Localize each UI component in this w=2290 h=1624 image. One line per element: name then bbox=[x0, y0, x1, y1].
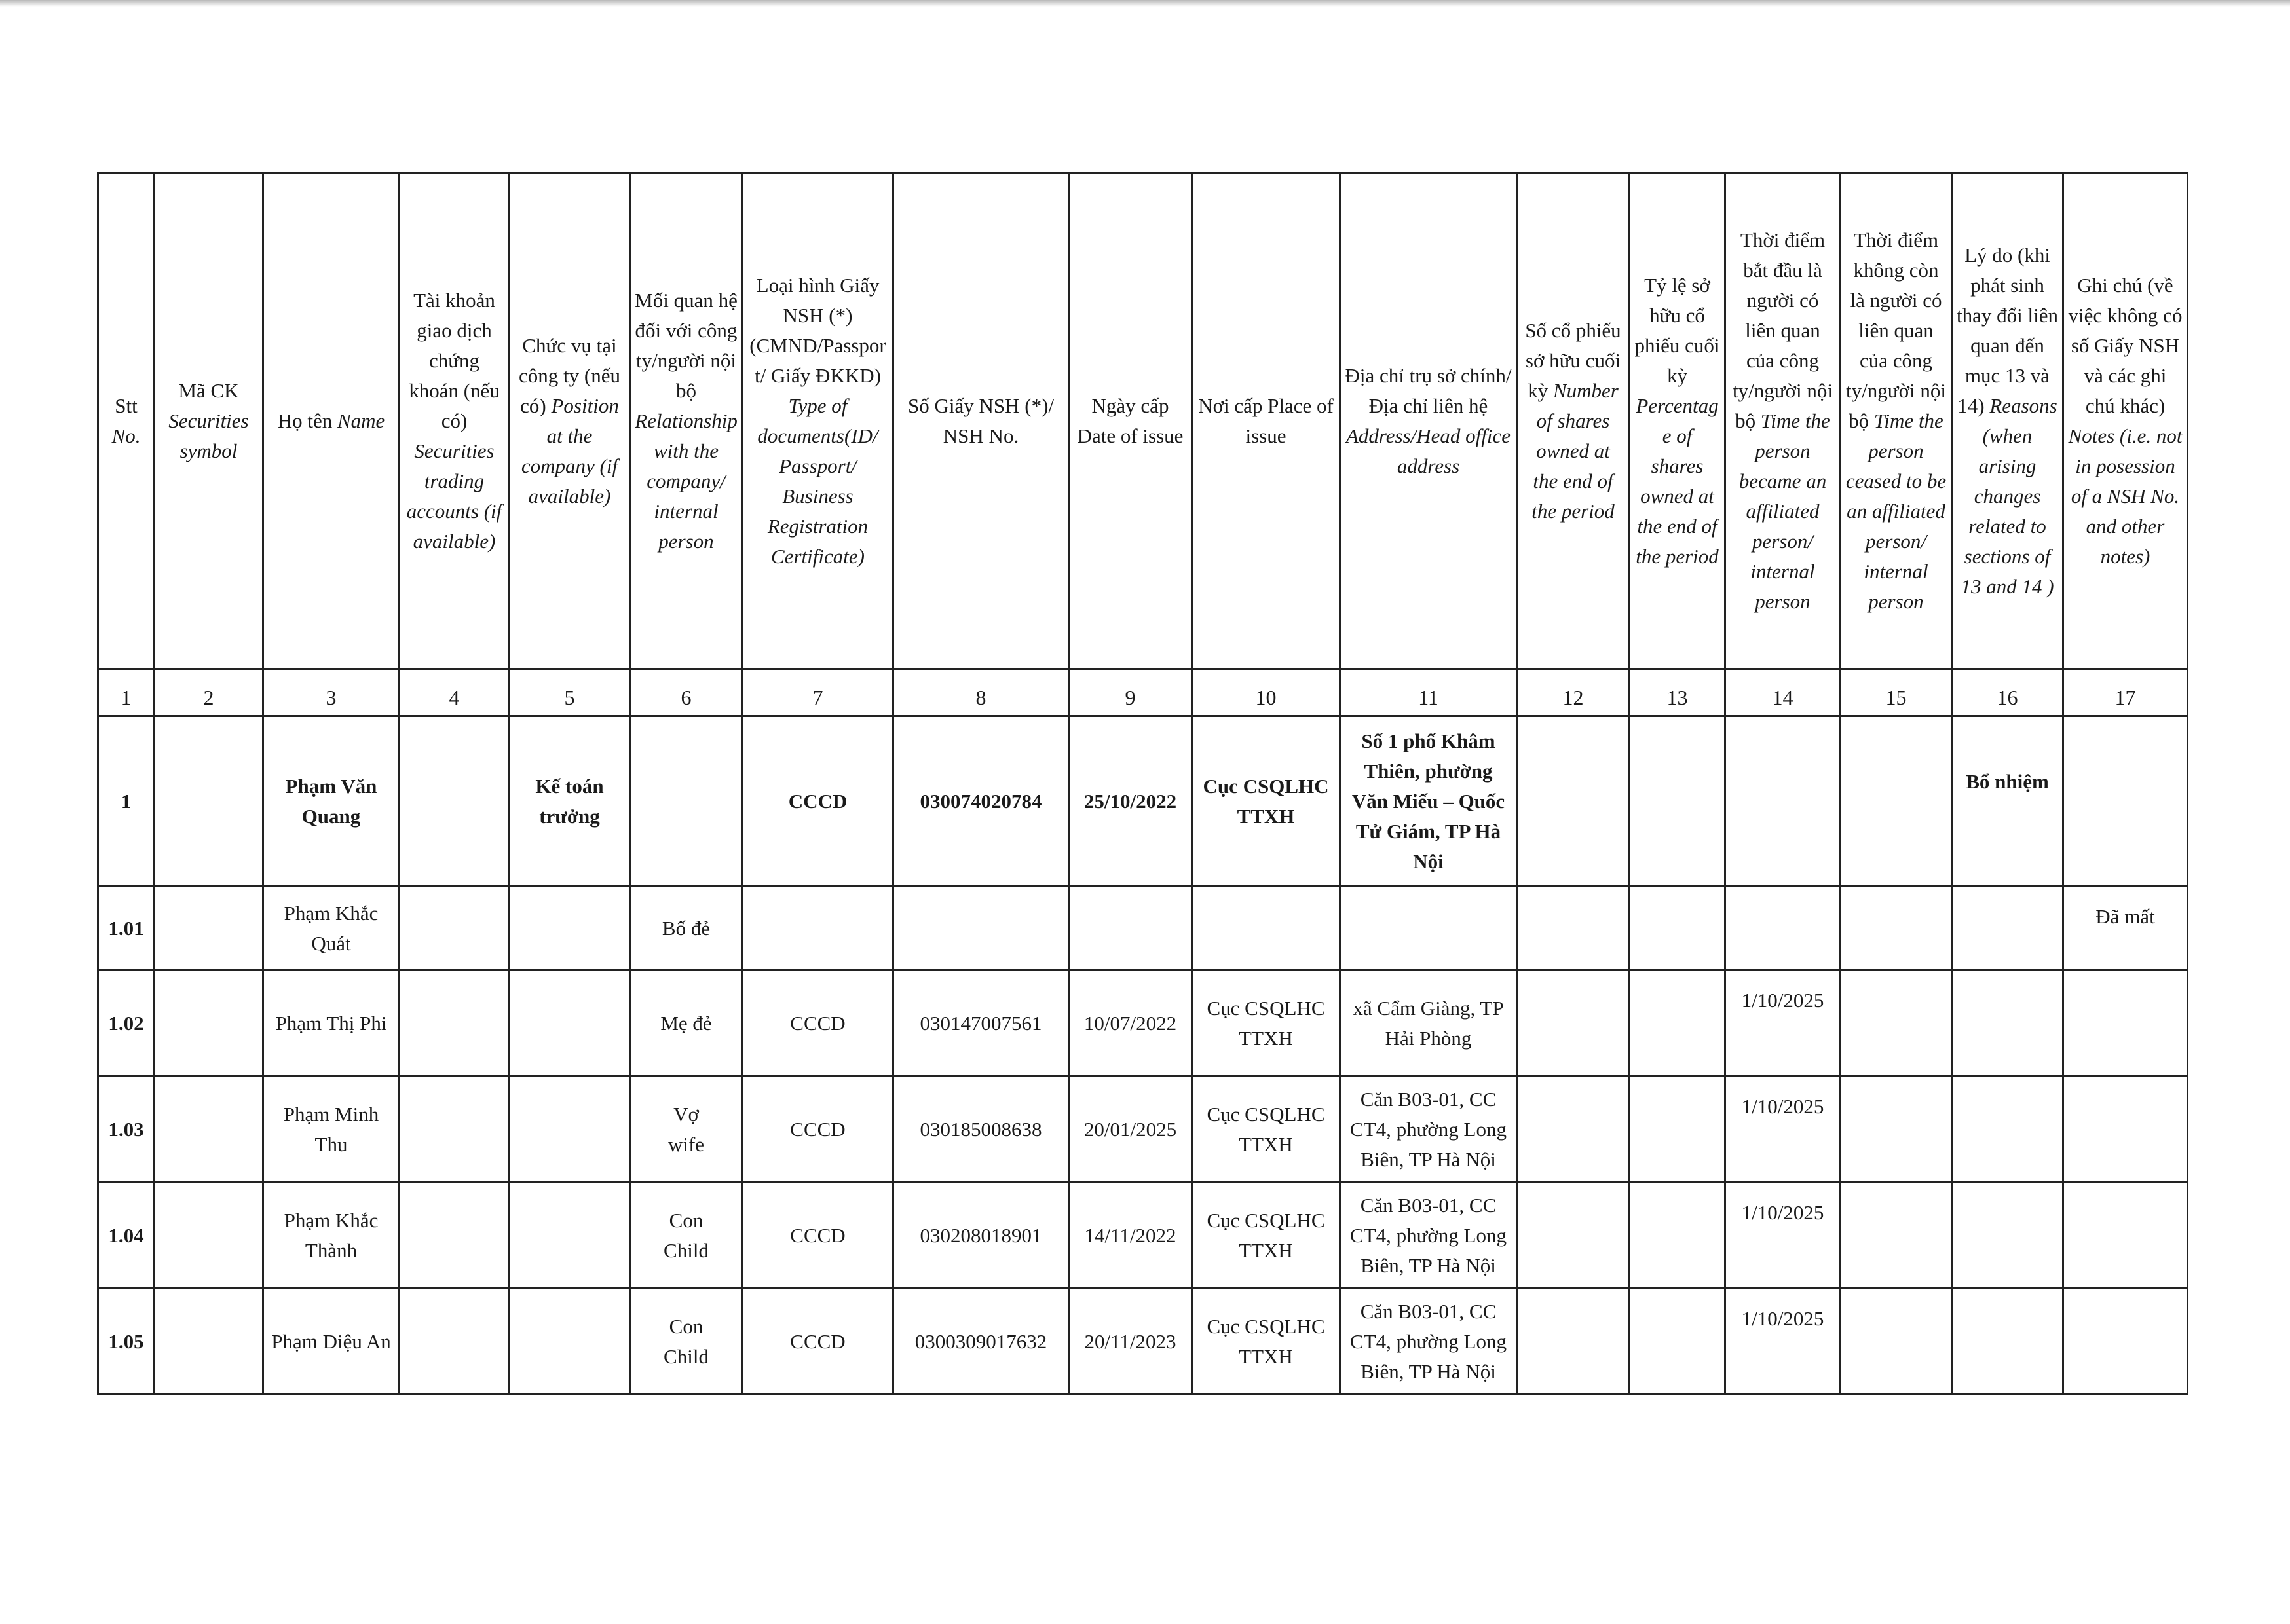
cell-shares bbox=[1517, 970, 1630, 1077]
cell-start bbox=[1725, 887, 1841, 970]
header-en: Reasons (when arising changes related to sections of 13 and 14 ) bbox=[1961, 394, 2057, 598]
cell-doc-type: CCCD bbox=[743, 1077, 893, 1183]
cell-account bbox=[400, 1289, 510, 1395]
cell-pct bbox=[1630, 1289, 1725, 1395]
column-number: 4 bbox=[400, 669, 510, 716]
document-page bbox=[97, 172, 2187, 1443]
column-header-13 bbox=[1630, 173, 1725, 669]
cell-reason bbox=[1952, 887, 2063, 970]
column-header-2 bbox=[155, 173, 263, 669]
column-number: 17 bbox=[2063, 669, 2188, 716]
relation-vi: Con bbox=[669, 1208, 704, 1232]
cell-note bbox=[2063, 716, 2188, 887]
cell-end bbox=[1841, 1077, 1952, 1183]
header-vi: Chức vụ tại công ty (nếu có) bbox=[519, 333, 620, 417]
header-vi: Địa chỉ trụ sở chính/Địa chỉ liên hệ bbox=[1345, 363, 1512, 417]
cell-doc-no: 030074020784 bbox=[893, 716, 1069, 887]
cell-doc-type: CCCD bbox=[743, 1289, 893, 1395]
cell-doc-no: 030208018901 bbox=[893, 1183, 1069, 1289]
cell-start: 1/10/2025 bbox=[1725, 1077, 1841, 1183]
cell-pct bbox=[1630, 1183, 1725, 1289]
cell-name: Phạm Văn Quang bbox=[263, 716, 400, 887]
column-number: 10 bbox=[1192, 669, 1340, 716]
header-en: Percentage of shares owned at the end of the period bbox=[1636, 394, 1719, 568]
table-row bbox=[98, 716, 2188, 887]
header-row bbox=[98, 173, 2188, 669]
cell-start: 1/10/2025 bbox=[1725, 1289, 1841, 1395]
header-en: Securities trading accounts (if available) bbox=[406, 439, 502, 553]
cell-account bbox=[400, 970, 510, 1077]
cell-pct bbox=[1630, 887, 1725, 970]
column-number: 1 bbox=[98, 669, 155, 716]
column-header-4 bbox=[400, 173, 510, 669]
cell-position: Kế toán trưởng bbox=[510, 716, 630, 887]
cell-end bbox=[1841, 887, 1952, 970]
cell-symbol bbox=[155, 1077, 263, 1183]
cell-name: Phạm Diệu An bbox=[263, 1289, 400, 1395]
cell-account bbox=[400, 716, 510, 887]
cell-note bbox=[2063, 1289, 2188, 1395]
cell-issue-date: 20/11/2023 bbox=[1069, 1289, 1192, 1395]
column-header-3 bbox=[263, 173, 400, 669]
column-number: 7 bbox=[743, 669, 893, 716]
column-header-8 bbox=[893, 173, 1069, 669]
column-header-12 bbox=[1517, 173, 1630, 669]
cell-start bbox=[1725, 716, 1841, 887]
cell-issue-place: Cục CSQLHC TTXH bbox=[1192, 1077, 1340, 1183]
header-vi: Số Giấy NSH (*)/ NSH No. bbox=[907, 394, 1055, 447]
cell-name: Phạm Thị Phi bbox=[263, 970, 400, 1077]
cell-symbol bbox=[155, 1289, 263, 1395]
cell-account bbox=[400, 887, 510, 970]
cell-note bbox=[2063, 1077, 2188, 1183]
table-row bbox=[98, 970, 2188, 1077]
header-vi: Số cổ phiếu sở hữu cuối kỳ bbox=[1525, 318, 1621, 402]
cell-doc-no: 030147007561 bbox=[893, 970, 1069, 1077]
header-en: Type of documents(ID/ Passport/ Business Registration Certificate) bbox=[757, 394, 878, 568]
cell-symbol bbox=[155, 887, 263, 970]
cell-symbol bbox=[155, 716, 263, 887]
column-number: 2 bbox=[155, 669, 263, 716]
header-en: Time the person ceased to be an affiliated person/ internal person bbox=[1845, 409, 1947, 613]
cell-note bbox=[2063, 1183, 2188, 1289]
column-header-5 bbox=[510, 173, 630, 669]
cell-pct bbox=[1630, 1077, 1725, 1183]
cell-issue-date bbox=[1069, 887, 1192, 970]
column-header-15 bbox=[1841, 173, 1952, 669]
column-header-6 bbox=[630, 173, 743, 669]
cell-issue-place bbox=[1192, 887, 1340, 970]
cell-reason bbox=[1952, 970, 2063, 1077]
column-header-17 bbox=[2063, 173, 2188, 669]
cell-reason bbox=[1952, 1077, 2063, 1183]
affiliated-persons-table bbox=[97, 172, 2188, 1395]
cell-address: Số 1 phố Khâm Thiên, phường Văn Miếu – Quốc Tử Giám, TP Hà Nội bbox=[1340, 716, 1517, 887]
cell-stt: 1.03 bbox=[98, 1077, 155, 1183]
header-vi: Tỷ lệ sở hữu cổ phiếu cuối kỳ bbox=[1634, 273, 1720, 387]
column-header-9 bbox=[1069, 173, 1192, 669]
cell-name: Phạm Minh Thu bbox=[263, 1077, 400, 1183]
column-header-1 bbox=[98, 173, 155, 669]
cell-stt: 1.02 bbox=[98, 970, 155, 1077]
relation-vi: Vợ bbox=[673, 1102, 699, 1126]
header-vi: Ghi chú (về việc không có số Giấy NSH và các ghi chú khác) bbox=[2068, 273, 2183, 417]
column-number: 13 bbox=[1630, 669, 1725, 716]
cell-pct bbox=[1630, 716, 1725, 887]
cell-end bbox=[1841, 1289, 1952, 1395]
cell-shares bbox=[1517, 1289, 1630, 1395]
cell-shares bbox=[1517, 887, 1630, 970]
relation-en: wife bbox=[667, 1132, 705, 1156]
cell-issue-date: 25/10/2022 bbox=[1069, 716, 1192, 887]
cell-start: 1/10/2025 bbox=[1725, 970, 1841, 1077]
header-en: Securities symbol bbox=[168, 409, 249, 462]
column-number: 9 bbox=[1069, 669, 1192, 716]
cell-stt: 1.01 bbox=[98, 887, 155, 970]
cell-position bbox=[510, 1077, 630, 1183]
relation-vi: Con bbox=[669, 1314, 704, 1338]
cell-issue-date: 20/01/2025 bbox=[1069, 1077, 1192, 1183]
header-en: Time the person became an affiliated person/ internal person bbox=[1738, 409, 1830, 613]
cell-doc-no bbox=[893, 887, 1069, 970]
cell-relation bbox=[630, 970, 743, 1077]
column-number: 11 bbox=[1340, 669, 1517, 716]
cell-name: Phạm Khắc Thành bbox=[263, 1183, 400, 1289]
header-en: Notes (i.e. not in posession of a NSH No. and other notes) bbox=[2068, 424, 2183, 568]
column-number: 8 bbox=[893, 669, 1069, 716]
cell-issue-place: Cục CSQLHC TTXH bbox=[1192, 1289, 1340, 1395]
column-number-row bbox=[98, 669, 2188, 716]
cell-shares bbox=[1517, 1183, 1630, 1289]
header-vi: Lý do (khi phát sinh thay đổi liên quan đến mục 13 và 14) bbox=[1957, 243, 2058, 417]
scan-edge bbox=[0, 0, 2290, 7]
relation-en: Child bbox=[664, 1238, 709, 1262]
header-vi: Thời điểm bắt đầu là người có liên quan của công ty/người nội bộ bbox=[1733, 228, 1833, 432]
cell-address: Căn B03-01, CC CT4, phường Long Biên, TP Hà Nội bbox=[1340, 1077, 1517, 1183]
table-row bbox=[98, 1183, 2188, 1289]
cell-issue-date: 10/07/2022 bbox=[1069, 970, 1192, 1077]
column-header-11 bbox=[1340, 173, 1517, 669]
column-number: 6 bbox=[630, 669, 743, 716]
cell-reason bbox=[1952, 1183, 2063, 1289]
column-number: 5 bbox=[510, 669, 630, 716]
header-en: Address/Head office address bbox=[1345, 424, 1511, 477]
cell-position bbox=[510, 1289, 630, 1395]
cell-start: 1/10/2025 bbox=[1725, 1183, 1841, 1289]
cell-doc-type: CCCD bbox=[743, 970, 893, 1077]
cell-address bbox=[1340, 887, 1517, 970]
cell-stt: 1.04 bbox=[98, 1183, 155, 1289]
header-vi: Họ tên bbox=[277, 409, 333, 432]
relation-en: Child bbox=[664, 1344, 709, 1368]
cell-shares bbox=[1517, 1077, 1630, 1183]
cell-issue-place: Cục CSQLHC TTXH bbox=[1192, 1183, 1340, 1289]
header-en: Position at the company (if available) bbox=[521, 394, 619, 507]
cell-doc-type bbox=[743, 887, 893, 970]
cell-doc-no: 0300309017632 bbox=[893, 1289, 1069, 1395]
cell-stt: 1 bbox=[98, 716, 155, 887]
relation-vi: Mẹ đẻ bbox=[660, 1011, 712, 1035]
cell-end bbox=[1841, 1183, 1952, 1289]
cell-pct bbox=[1630, 970, 1725, 1077]
cell-address: xã Cẩm Giàng, TP Hải Phòng bbox=[1340, 970, 1517, 1077]
table-row bbox=[98, 1077, 2188, 1183]
cell-end bbox=[1841, 970, 1952, 1077]
header-vi: Tài khoản giao dịch chứng khoán (nếu có) bbox=[409, 288, 500, 432]
header-en: Name bbox=[337, 409, 385, 432]
column-number: 12 bbox=[1517, 669, 1630, 716]
header-vi: Mối quan hệ đối với công ty/người nội bộ bbox=[635, 288, 738, 402]
column-number: 14 bbox=[1725, 669, 1841, 716]
cell-doc-type: CCCD bbox=[743, 1183, 893, 1289]
header-vi: Ngày cấp Date of issue bbox=[1077, 394, 1184, 447]
cell-doc-no: 030185008638 bbox=[893, 1077, 1069, 1183]
cell-end bbox=[1841, 716, 1952, 887]
cell-relation bbox=[630, 887, 743, 970]
header-vi: Mã CK bbox=[178, 378, 239, 402]
cell-symbol bbox=[155, 970, 263, 1077]
cell-issue-date: 14/11/2022 bbox=[1069, 1183, 1192, 1289]
cell-issue-place: Cục CSQLHC TTXH bbox=[1192, 716, 1340, 887]
cell-position bbox=[510, 970, 630, 1077]
cell-relation bbox=[630, 716, 743, 887]
cell-address: Căn B03-01, CC CT4, phường Long Biên, TP Hà Nội bbox=[1340, 1289, 1517, 1395]
header-en: Relationship with the company/ internal person bbox=[635, 409, 738, 553]
column-header-14 bbox=[1725, 173, 1841, 669]
column-number: 16 bbox=[1952, 669, 2063, 716]
cell-issue-place: Cục CSQLHC TTXH bbox=[1192, 970, 1340, 1077]
cell-symbol bbox=[155, 1183, 263, 1289]
relation-vi: Bố đẻ bbox=[662, 916, 711, 940]
cell-reason: Bổ nhiệm bbox=[1952, 716, 2063, 887]
cell-position bbox=[510, 887, 630, 970]
cell-position bbox=[510, 1183, 630, 1289]
cell-shares bbox=[1517, 716, 1630, 887]
column-header-10 bbox=[1192, 173, 1340, 669]
header-vi: Loại hình Giấy NSH (*) (CMND/Passport/ Giấy ĐKKD) bbox=[749, 273, 886, 387]
cell-relation bbox=[630, 1077, 743, 1183]
table-row bbox=[98, 887, 2188, 970]
cell-reason bbox=[1952, 1289, 2063, 1395]
header-vi: Stt bbox=[115, 394, 138, 417]
cell-relation bbox=[630, 1183, 743, 1289]
column-number: 3 bbox=[263, 669, 400, 716]
cell-note: Đã mất bbox=[2063, 887, 2188, 970]
cell-account bbox=[400, 1183, 510, 1289]
header-vi: Thời điểm không còn là người có liên quan của công ty/người nội bộ bbox=[1846, 228, 1946, 432]
cell-account bbox=[400, 1077, 510, 1183]
column-number: 15 bbox=[1841, 669, 1952, 716]
column-header-7 bbox=[743, 173, 893, 669]
cell-name: Phạm Khắc Quát bbox=[263, 887, 400, 970]
table-row bbox=[98, 1289, 2188, 1395]
column-header-16 bbox=[1952, 173, 2063, 669]
cell-relation bbox=[630, 1289, 743, 1395]
header-vi: Nơi cấp Place of issue bbox=[1198, 394, 1334, 447]
header-en: No. bbox=[111, 424, 141, 447]
cell-note bbox=[2063, 970, 2188, 1077]
cell-address: Căn B03-01, CC CT4, phường Long Biên, TP Hà Nội bbox=[1340, 1183, 1517, 1289]
cell-stt: 1.05 bbox=[98, 1289, 155, 1395]
header-en: Number of shares owned at the end of the period bbox=[1531, 378, 1619, 523]
cell-doc-type: CCCD bbox=[743, 716, 893, 887]
